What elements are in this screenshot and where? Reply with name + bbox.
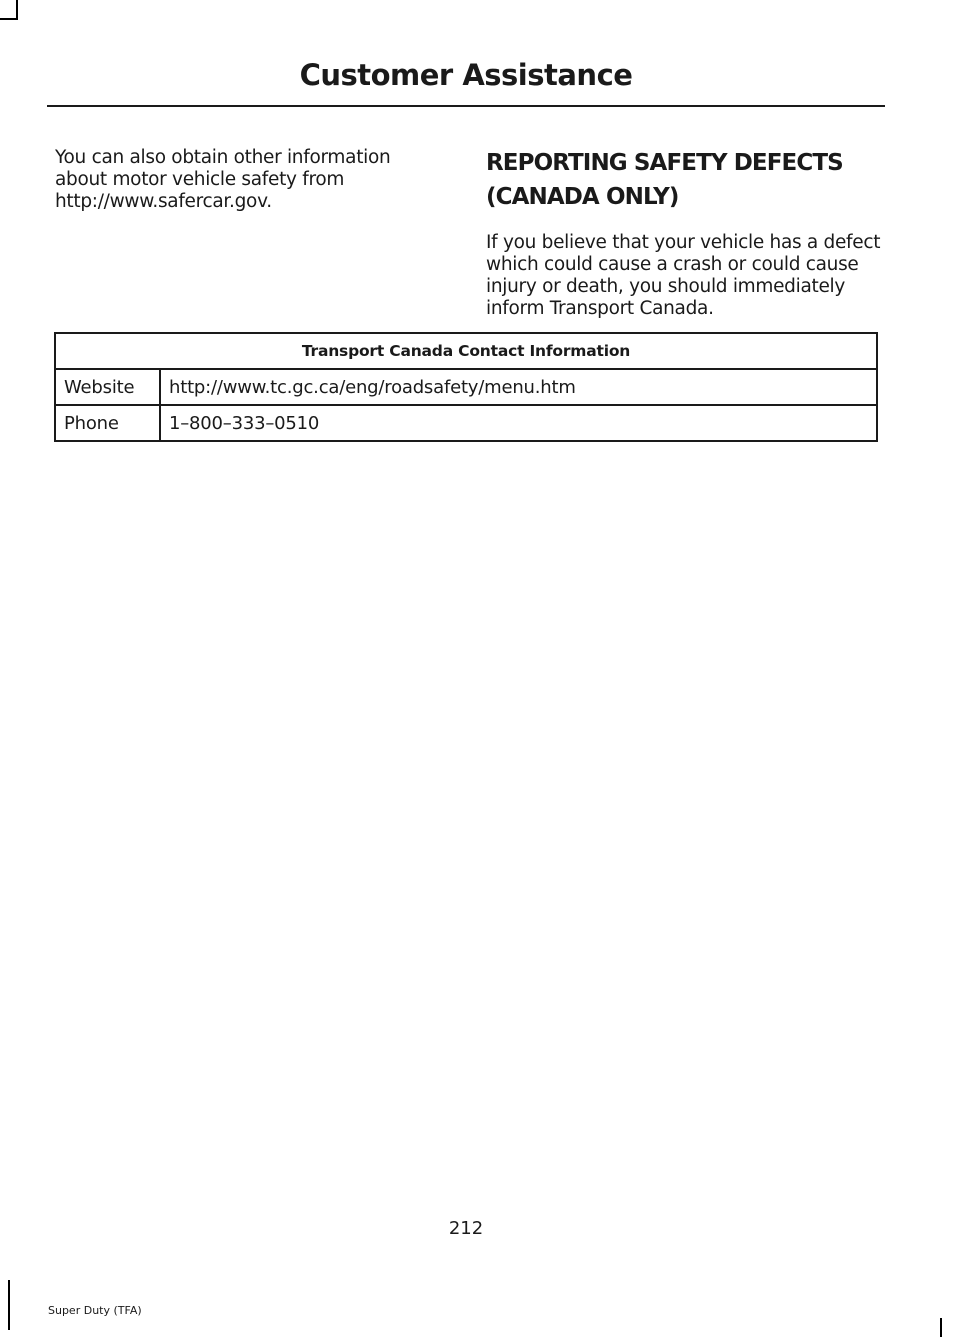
header-divider [47, 105, 885, 107]
left-column-paragraph [55, 147, 435, 213]
heading-line: (CANADA ONLY) [486, 184, 679, 210]
text-line: about motor vehicle safety from [55, 169, 345, 190]
contact-table [54, 332, 878, 442]
table-row [55, 369, 877, 405]
website-value: http://www.tc.gc.ca/eng/roadsafety/menu.htm [160, 369, 877, 405]
table-caption: Transport Canada Contact Information [55, 333, 877, 369]
text-line: You can also obtain other information [55, 147, 391, 168]
row-label: Website [55, 369, 160, 405]
page-number: 212 [448, 1218, 484, 1239]
text-line: If you believe that your vehicle has a defect [486, 232, 881, 253]
reporting-section [486, 146, 886, 320]
crop-mark-top-left [16, 0, 18, 20]
table-header-row [55, 333, 877, 369]
section-heading [486, 146, 886, 214]
page-title: Customer Assistance [299, 58, 633, 92]
crop-mark-bottom-right [940, 1318, 942, 1337]
section-paragraph [486, 232, 886, 320]
text-line: injury or death, you should immediately [486, 276, 846, 297]
footer-model: Super Duty (TFA) [48, 1304, 142, 1317]
text-line: inform Transport Canada. [486, 298, 714, 319]
text-line: http://www.safercar.gov. [55, 191, 272, 212]
crop-mark-top-left [0, 18, 18, 20]
phone-value: 1–800–333–0510 [160, 405, 877, 441]
text-line: which could cause a crash or could cause [486, 254, 859, 275]
crop-mark-bottom-left [8, 1280, 10, 1330]
heading-line: REPORTING SAFETY DEFECTS [486, 150, 843, 176]
row-label: Phone [55, 405, 160, 441]
table-row [55, 405, 877, 441]
